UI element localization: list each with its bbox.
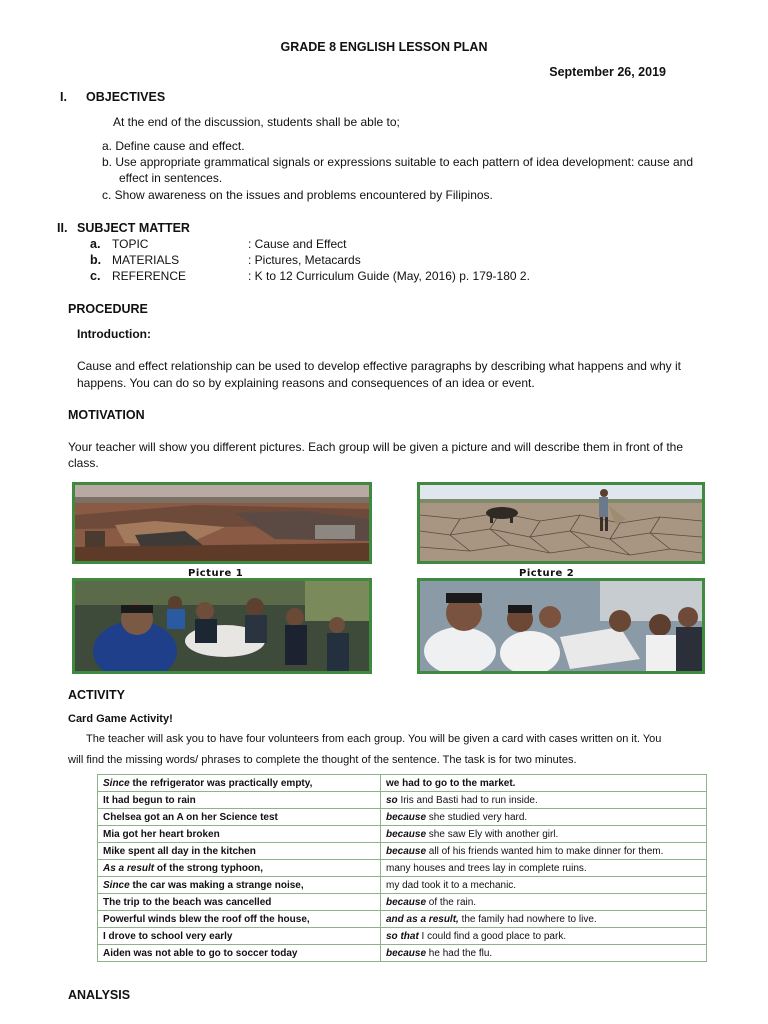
cause-cell [98,877,381,894]
effect-cell [381,792,707,809]
effect-cell [381,894,707,911]
signal-word: because [386,828,427,840]
cause-cell [98,792,381,809]
signal-word: because [386,811,427,823]
cause-cell [98,775,381,792]
effect-text: all of his friends wanted him to make dinner for them. [426,845,664,857]
signal-word: Since [103,879,130,891]
cause-effect-table [97,774,707,962]
table-row [98,894,707,911]
procedure-heading: PROCEDURE [68,302,148,316]
cause-cell [98,894,381,911]
effect-text: the family had nowhere to live. [458,913,597,925]
motivation-line-1: Your teacher will show you different pictures. Each group will be given a picture and will describe them in front of the [68,440,683,454]
cause-cell [98,826,381,843]
subject-letter-a: a. [90,237,101,251]
table-row [98,860,707,877]
objectives-intro: At the end of the discussion, students shall be able to; [113,115,400,129]
signal-word: As a result [103,862,155,874]
effect-cell [381,945,707,962]
effect-text: many houses and trees lay in complete ruins. [386,862,587,874]
cause-text: the refrigerator was practically empty, [129,777,313,789]
cause-cell [98,860,381,877]
signal-word: so that [386,930,419,942]
effect-text: I could find a good place to park. [418,930,567,942]
topic-value: : Cause and Effect [248,237,347,251]
introduction-line-2: happens. You can do so by explaining reasons and consequences of an idea or event. [77,376,535,390]
cause-text: of the strong typhoon, [154,862,264,874]
introduction-line-1: Cause and effect relationship can be used to develop effective paragraphs by describing what happens and why it [77,359,681,373]
activity-line-2: will find the missing words/ phrases to complete the thought of the sentence. The task is for two minutes. [68,754,577,766]
effect-text: my dad took it to a mechanic. [386,879,517,891]
signal-word: so [386,794,398,806]
signal-word: because [386,845,427,857]
signal-word: and as a result, [386,913,459,925]
effect-text: we had to go to the market. [386,777,516,789]
card-game-heading: Card Game Activity! [68,713,173,725]
table-row [98,792,707,809]
activity-heading: ACTIVITY [68,688,125,702]
effect-text: Iris and Basti had to run inside. [397,794,538,806]
effect-cell [381,775,707,792]
rescue-photo [72,578,372,674]
picture-2-caption: Picture 2 [519,568,575,579]
effect-text: of the rain. [426,896,477,908]
lesson-date: September 26, 2019 [549,65,666,79]
cause-cell [98,843,381,860]
cause-cell [98,928,381,945]
effect-cell [381,809,707,826]
subject-letter-c: c. [90,269,101,283]
cause-text: the car was making a strange noise, [129,879,304,891]
effect-cell [381,928,707,945]
activity-line-1: The teacher will ask you to have four volunteers from each group. You will be given a card with cases written on it. You [86,733,662,745]
signal-word: Since [103,777,130,789]
materials-value: : Pictures, Metacards [248,253,361,267]
cause-text: Chelsea got an A on her Science test [103,811,278,823]
effect-cell [381,843,707,860]
effect-text: she studied very hard. [426,811,528,823]
students-photo [417,578,705,674]
cause-text: I drove to school very early [103,930,233,942]
table-row [98,775,707,792]
objective-b-cont: effect in sentences. [119,171,223,185]
cause-cell [98,911,381,928]
objective-c: c. Show awareness on the issues and problems encountered by Filipinos. [102,188,493,202]
table-row [98,809,707,826]
effect-cell [381,860,707,877]
cause-cell [98,809,381,826]
effect-cell [381,877,707,894]
objectives-heading: OBJECTIVES [86,90,166,104]
cause-text: Powerful winds blew the roof off the house, [103,913,310,925]
effect-cell [381,826,707,843]
document-title: GRADE 8 ENGLISH LESSON PLAN [280,40,488,54]
effect-text: she saw Ely with another girl. [426,828,559,840]
flood-photo [72,482,372,564]
objectives-numeral: I. [60,90,67,104]
topic-label: TOPIC [112,237,149,251]
reference-label: REFERENCE [112,269,187,283]
table-row [98,826,707,843]
signal-word: because [386,896,427,908]
subject-heading: SUBJECT MATTER [77,221,190,235]
cause-cell [98,945,381,962]
subject-letter-b: b. [90,253,102,267]
reference-value: : K to 12 Curriculum Guide (May, 2016) p. 179-180 2. [248,269,530,283]
table-row [98,945,707,962]
effect-cell [381,911,707,928]
signal-word: because [386,947,427,959]
cause-text: The trip to the beach was cancelled [103,896,272,908]
cause-text: Mike spent all day in the kitchen [103,845,256,857]
introduction-heading: Introduction: [77,327,151,341]
cause-text: It had begun to rain [103,794,196,806]
drought-photo [417,482,705,564]
motivation-heading: MOTIVATION [68,408,145,422]
cause-text: Mia got her heart broken [103,828,220,840]
table-row [98,877,707,894]
table-row [98,911,707,928]
objective-a: a. Define cause and effect. [102,139,245,153]
materials-label: MATERIALS [112,253,180,267]
cause-text: Aiden was not able to go to soccer today [103,947,298,959]
analysis-heading: ANALYSIS [68,988,131,1002]
table-row [98,928,707,945]
effect-text: he had the flu. [426,947,493,959]
motivation-line-2: class. [68,456,99,470]
subject-numeral: II. [57,221,68,235]
picture-1-caption: Picture 1 [188,568,244,579]
objective-b: b. Use appropriate grammatical signals or expressions suitable to each pattern of idea development: cause and [102,155,694,169]
table-row [98,843,707,860]
